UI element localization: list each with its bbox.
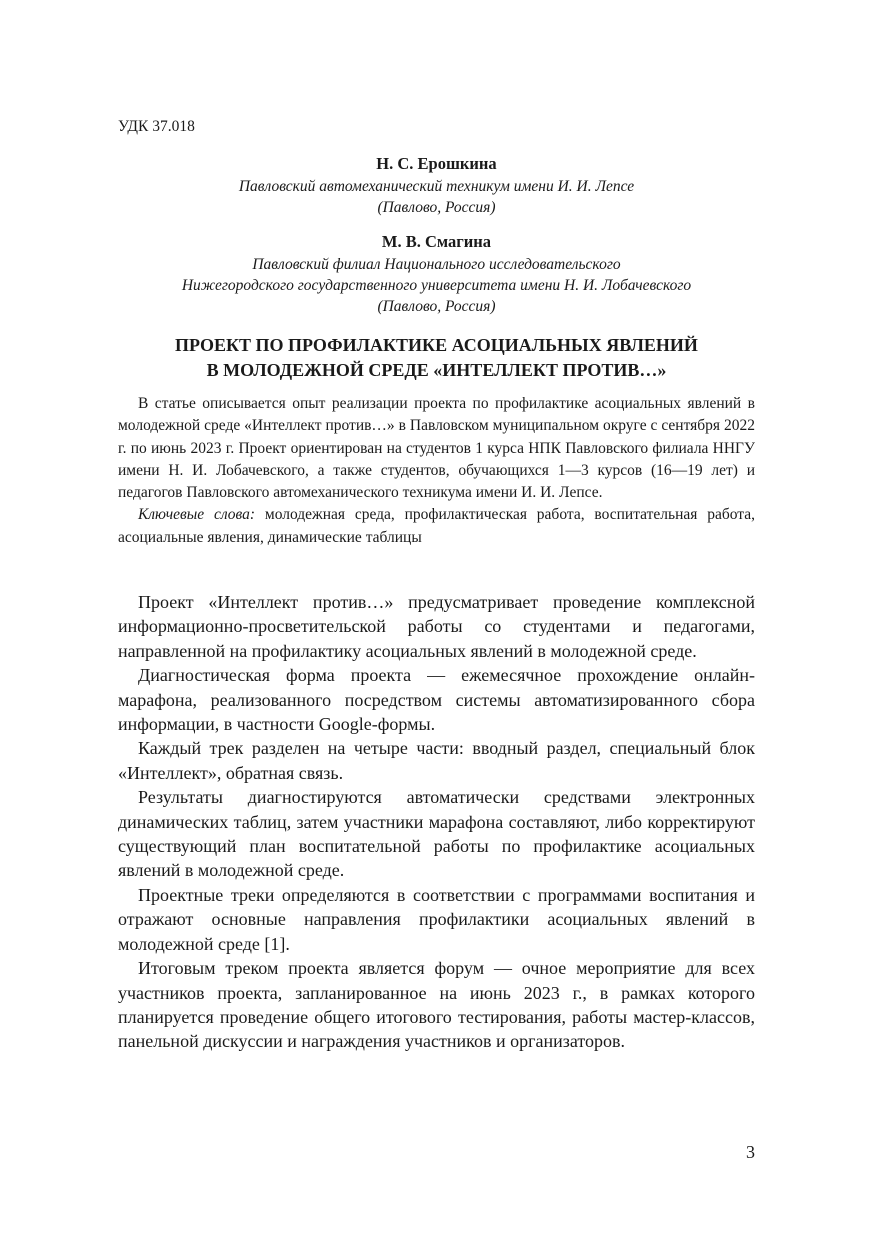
author-location: (Павлово, Россия) (377, 199, 496, 216)
title-line: ПРОЕКТ ПО ПРОФИЛАКТИКЕ АСОЦИАЛЬНЫХ ЯВЛЕНИЙ (175, 335, 698, 355)
author-name: М. В. Смагина (381, 232, 492, 251)
title-line: В МОЛОДЕЖНОЙ СРЕДЕ «ИНТЕЛЛЕКТ ПРОТИВ…» (206, 360, 667, 380)
keywords (118, 504, 755, 549)
body-paragraph: Проект «Интеллект против…» предусматривает проведение комплексной информационно-просветительской работы со студентами и педагогами, направленной на профилактику асоциальных явлений в молодежной среде. (118, 592, 755, 661)
author-name: Н. С. Ерошкина (376, 154, 497, 173)
abstract-text: В статье описывается опыт реализации проекта по профилактике асоциальных явлений в молодежной среде «Интеллект против…» в Павловском муниципальном округе с сентября 2022 г. по июнь 2023 г. Проект ориентирован на студентов 1 курса НПК Павловского филиала ННГУ имени Н. И. Лобачевского, а также студентов, обучающихся 1—3 курсов (16—19 лет) и педагогов Павловского автомеханического техникума имени И. И. Лепсе. (118, 395, 755, 502)
body-paragraph: Каждый трек разделен на четыре части: вводный раздел, специальный блок «Интеллект», обратная связь. (118, 738, 755, 783)
author-affiliation: Павловский автомеханический техникум имени И. И. Лепсе (238, 178, 635, 195)
abstract (118, 393, 755, 549)
body-paragraph: Итоговым треком проекта является форум — очное мероприятие для всех участников проекта, запланированное на июнь 2023 г., в рамках которого планируется проведение общего итогового тестирования, работы мастер-классов, панельной дискуссии и награждения участников и организаторов. (118, 958, 755, 1052)
keywords-label: Ключевые слова: (138, 506, 256, 524)
article-body (118, 590, 755, 1054)
body-paragraph: Результаты диагностируются автоматически средствами электронных динамических таблиц, затем участники марафона составляют, либо корректируют существующий план воспитательной работы по профилактике асоциальных явлений в молодежной среде. (118, 787, 755, 881)
udc-code: УДК 37.018 (118, 118, 195, 135)
author-affiliation: Павловский филиал Национального исследовательского (252, 256, 621, 273)
author-location: (Павлово, Россия) (377, 298, 496, 315)
keywords-text: молодежная среда, профилактическая работа, воспитательная работа, асоциальные явления, динамические таблицы (118, 506, 755, 546)
page-number: 3 (746, 1142, 755, 1162)
authors-block (118, 152, 755, 317)
body-paragraph: Проектные треки определяются в соответствии с программами воспитания и отражают основные направления профилактики асоциальных явлений в молодежной среде [1]. (118, 884, 755, 954)
article-title (118, 333, 755, 383)
author-affiliation: Нижегородского государственного университета имени Н. И. Лобачевского (181, 277, 692, 294)
body-paragraph: Диагностическая форма проекта — ежемесячное прохождение онлайн-марафона, реализованного посредством системы автоматизированного сбора информации, в частности Google-формы. (118, 665, 755, 735)
